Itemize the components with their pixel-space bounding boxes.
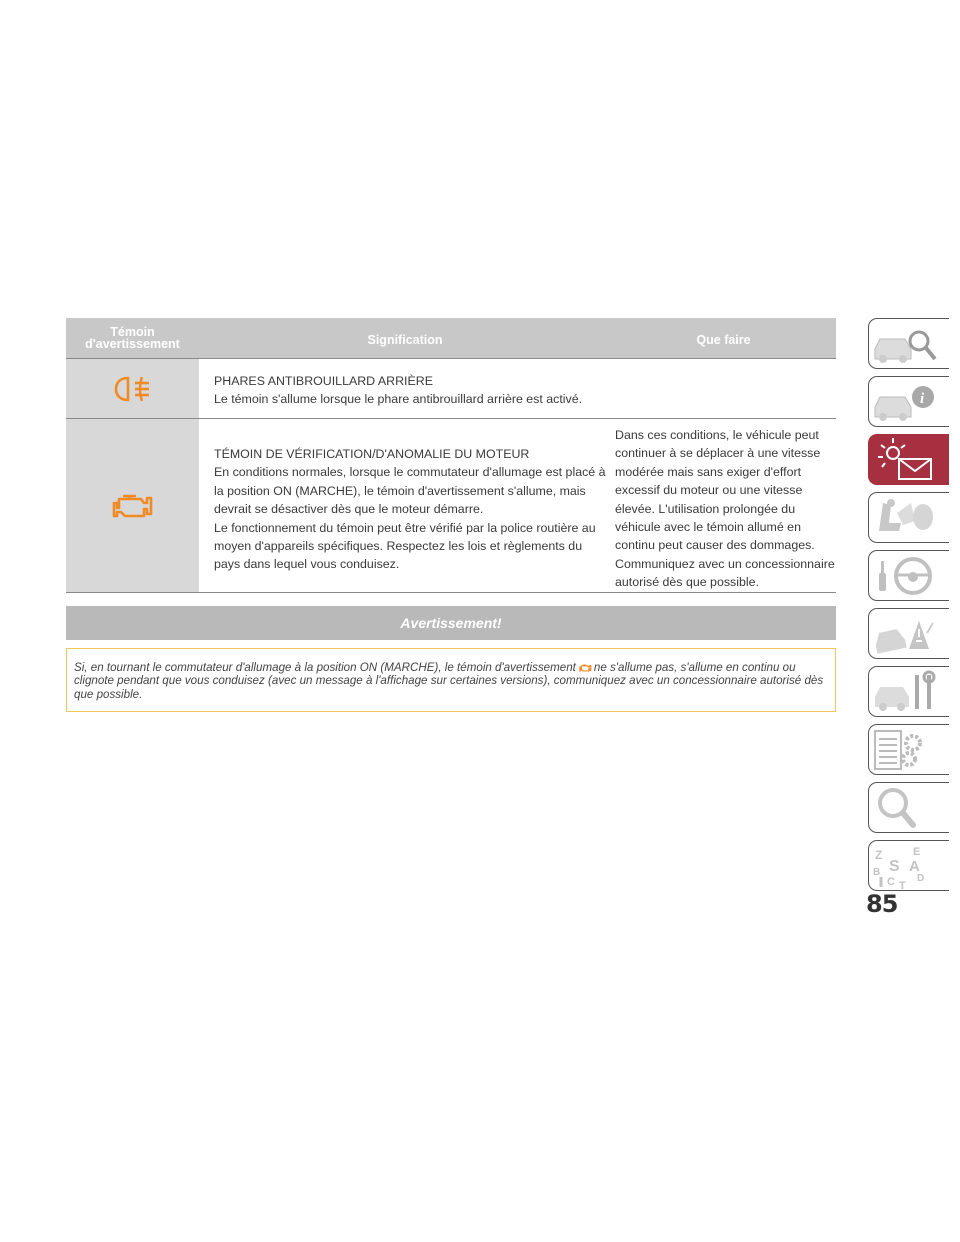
tab-emergency[interactable] <box>868 608 949 659</box>
index-letter: Z <box>875 848 883 862</box>
tab-maintenance[interactable] <box>868 666 949 717</box>
index-letter: T <box>899 880 906 891</box>
seat-airbag-icon <box>869 493 949 543</box>
check-engine-icon <box>579 663 592 673</box>
index-letter: C <box>887 876 895 888</box>
tab-car-search[interactable] <box>868 318 949 369</box>
table-header <box>66 318 836 359</box>
row-title: PHARES ANTIBROUILLARD ARRIÈRE <box>214 374 433 388</box>
icon-cell <box>66 359 199 418</box>
page-number: 85 <box>866 890 898 918</box>
index-letter: S <box>889 858 900 875</box>
header-what-to-do: Que faire <box>696 333 751 347</box>
car-info-icon <box>869 377 949 427</box>
car-maintenance-icon <box>869 667 949 717</box>
index-letter: E <box>913 846 921 858</box>
table-row <box>66 419 836 593</box>
tab-search[interactable] <box>868 782 949 833</box>
tab-car-info[interactable] <box>868 376 949 427</box>
warning-title: Avertissement! <box>66 606 836 640</box>
index-letter: A <box>909 858 920 875</box>
warning-text: ne s'allume pas, s'allume en continu ou clignote pendant que vous conduisez (avec un message à l'affichage sur certaines versions), communiquez avec un concessionnaire autorisé dès que possible. <box>74 661 824 701</box>
spec-list-gear-icon <box>869 725 949 775</box>
warning-text: Si, en tournant le commutateur d'allumage à la position ON (MARCHE), le témoin d'avertissement <box>74 661 576 674</box>
tab-specifications[interactable] <box>868 724 949 775</box>
meaning-cell <box>199 359 611 418</box>
tab-starting-driving[interactable] <box>868 550 949 601</box>
car-search-icon <box>869 319 949 369</box>
check-engine-icon <box>111 489 155 523</box>
row-meaning: En conditions normales, lorsque le commutateur d'allumage est placé à la position ON (MARCHE), le témoin d'avertissement s'allume, mais devrait se désactiver dès que le moteur démarre. <box>214 465 606 517</box>
action-cell: Dans ces conditions, le véhicule peut continuer à se déplacer à une vitesse modérée mais sans exiger d'effort excessif du moteur ou une vitesse élevée. L'utilisation prolongée du véhicule avec le témoin allumé en continu peut causer des dommages. Communiquez avec un concessionnaire autorisé dès que possible. <box>615 428 835 590</box>
meaning-cell <box>199 419 611 592</box>
magnifier-icon <box>869 783 949 833</box>
row-title: TÉMOIN DE VÉRIFICATION/D'ANOMALIE DU MOTEUR <box>214 447 530 461</box>
rear-fog-light-icon <box>113 374 153 404</box>
table-row <box>66 359 836 419</box>
header-warning-light: Témoin d'avertissement <box>85 325 180 351</box>
icon-cell <box>66 419 199 592</box>
warning-box <box>66 648 836 712</box>
index-letter: D <box>917 873 925 884</box>
warning-lights-table <box>66 318 836 593</box>
tab-index[interactable] <box>868 840 949 891</box>
row-meaning: Le témoin s'allume lorsque le phare antibrouillard arrière est activé. <box>214 392 583 407</box>
tab-safety[interactable] <box>868 492 949 543</box>
warning-lights-message-icon <box>869 435 949 485</box>
tab-warning-lights[interactable] <box>868 434 949 485</box>
row-meaning: Le fonctionnement du témoin peut être vérifié par la police routière au moyen d'appareils spécifiques. Respectez les lois et règlements du pays dans lequel vous conduisez. <box>214 520 596 572</box>
action-cell <box>611 359 836 418</box>
index-letter: B <box>873 867 881 878</box>
header-meaning: Signification <box>367 333 443 347</box>
svg-text:i: i <box>920 391 925 407</box>
index-letters-icon <box>869 841 949 891</box>
key-steering-wheel-icon <box>869 551 949 601</box>
car-breakdown-icon <box>869 609 949 659</box>
